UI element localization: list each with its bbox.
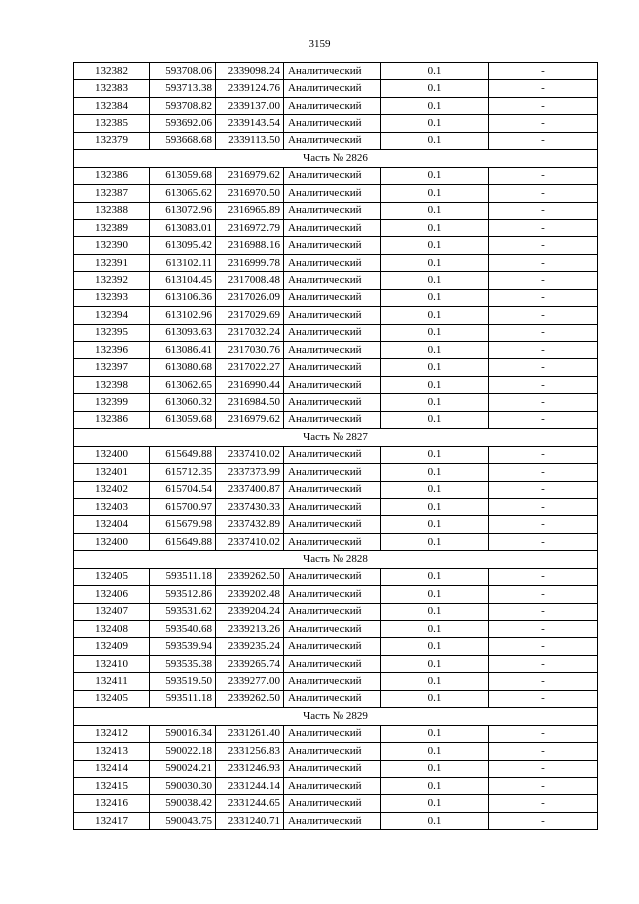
coordinates-table-body bbox=[74, 63, 598, 830]
note-cell: - bbox=[489, 481, 598, 498]
accuracy-cell: 0.1 bbox=[381, 690, 489, 707]
accuracy-cell: 0.1 bbox=[381, 516, 489, 533]
method-cell: Аналитический bbox=[284, 621, 381, 638]
x-coordinate-cell: 593708.06 bbox=[150, 63, 216, 80]
point-id-cell: 132407 bbox=[74, 603, 150, 620]
note-cell: - bbox=[489, 586, 598, 603]
note-cell: - bbox=[489, 516, 598, 533]
note-cell: - bbox=[489, 498, 598, 515]
point-id-cell: 132393 bbox=[74, 289, 150, 306]
note-cell: - bbox=[489, 533, 598, 550]
y-coordinate-cell: 2337410.02 bbox=[216, 446, 284, 463]
table-row bbox=[74, 115, 598, 132]
section-header-row bbox=[74, 551, 598, 568]
y-coordinate-cell: 2337410.02 bbox=[216, 533, 284, 550]
table-row bbox=[74, 254, 598, 271]
y-coordinate-cell: 2316988.16 bbox=[216, 237, 284, 254]
table-row bbox=[74, 568, 598, 585]
note-cell: - bbox=[489, 289, 598, 306]
point-id-cell: 132395 bbox=[74, 324, 150, 341]
method-cell: Аналитический bbox=[284, 202, 381, 219]
y-coordinate-cell: 2337373.99 bbox=[216, 464, 284, 481]
note-cell: - bbox=[489, 638, 598, 655]
y-coordinate-cell: 2316984.50 bbox=[216, 394, 284, 411]
point-id-cell: 132392 bbox=[74, 272, 150, 289]
y-coordinate-cell: 2316972.79 bbox=[216, 219, 284, 236]
note-cell: - bbox=[489, 167, 598, 184]
section-header-row bbox=[74, 150, 598, 167]
x-coordinate-cell: 613093.63 bbox=[150, 324, 216, 341]
accuracy-cell: 0.1 bbox=[381, 115, 489, 132]
y-coordinate-cell: 2317022.27 bbox=[216, 359, 284, 376]
accuracy-cell: 0.1 bbox=[381, 132, 489, 149]
method-cell: Аналитический bbox=[284, 167, 381, 184]
accuracy-cell: 0.1 bbox=[381, 812, 489, 829]
y-coordinate-cell: 2339235.24 bbox=[216, 638, 284, 655]
point-id-cell: 132405 bbox=[74, 690, 150, 707]
y-coordinate-cell: 2337400.87 bbox=[216, 481, 284, 498]
x-coordinate-cell: 613095.42 bbox=[150, 237, 216, 254]
note-cell: - bbox=[489, 655, 598, 672]
x-coordinate-cell: 613083.01 bbox=[150, 219, 216, 236]
method-cell: Аналитический bbox=[284, 289, 381, 306]
table-row bbox=[74, 516, 598, 533]
note-cell: - bbox=[489, 272, 598, 289]
method-cell: Аналитический bbox=[284, 307, 381, 324]
x-coordinate-cell: 615649.88 bbox=[150, 446, 216, 463]
x-coordinate-cell: 593708.82 bbox=[150, 97, 216, 114]
table-row bbox=[74, 725, 598, 742]
x-coordinate-cell: 613086.41 bbox=[150, 342, 216, 359]
point-id-cell: 132391 bbox=[74, 254, 150, 271]
accuracy-cell: 0.1 bbox=[381, 202, 489, 219]
section-title: Часть № 2826 bbox=[74, 150, 598, 167]
x-coordinate-cell: 593535.38 bbox=[150, 655, 216, 672]
method-cell: Аналитический bbox=[284, 394, 381, 411]
accuracy-cell: 0.1 bbox=[381, 342, 489, 359]
x-coordinate-cell: 593713.38 bbox=[150, 80, 216, 97]
y-coordinate-cell: 2316990.44 bbox=[216, 376, 284, 393]
x-coordinate-cell: 613060.32 bbox=[150, 394, 216, 411]
y-coordinate-cell: 2339213.26 bbox=[216, 621, 284, 638]
table-row bbox=[74, 586, 598, 603]
y-coordinate-cell: 2339277.00 bbox=[216, 673, 284, 690]
x-coordinate-cell: 613072.96 bbox=[150, 202, 216, 219]
accuracy-cell: 0.1 bbox=[381, 80, 489, 97]
table-row bbox=[74, 760, 598, 777]
point-id-cell: 132387 bbox=[74, 185, 150, 202]
x-coordinate-cell: 613104.45 bbox=[150, 272, 216, 289]
point-id-cell: 132408 bbox=[74, 621, 150, 638]
point-id-cell: 132406 bbox=[74, 586, 150, 603]
method-cell: Аналитический bbox=[284, 464, 381, 481]
note-cell: - bbox=[489, 359, 598, 376]
y-coordinate-cell: 2316970.50 bbox=[216, 185, 284, 202]
note-cell: - bbox=[489, 115, 598, 132]
note-cell: - bbox=[489, 446, 598, 463]
x-coordinate-cell: 593519.50 bbox=[150, 673, 216, 690]
note-cell: - bbox=[489, 760, 598, 777]
section-title: Часть № 2828 bbox=[74, 551, 598, 568]
x-coordinate-cell: 590030.30 bbox=[150, 777, 216, 794]
table-row bbox=[74, 202, 598, 219]
x-coordinate-cell: 590043.75 bbox=[150, 812, 216, 829]
accuracy-cell: 0.1 bbox=[381, 219, 489, 236]
method-cell: Аналитический bbox=[284, 690, 381, 707]
x-coordinate-cell: 593692.06 bbox=[150, 115, 216, 132]
table-row bbox=[74, 342, 598, 359]
x-coordinate-cell: 613065.62 bbox=[150, 185, 216, 202]
x-coordinate-cell: 613062.65 bbox=[150, 376, 216, 393]
accuracy-cell: 0.1 bbox=[381, 621, 489, 638]
point-id-cell: 132379 bbox=[74, 132, 150, 149]
y-coordinate-cell: 2339124.76 bbox=[216, 80, 284, 97]
y-coordinate-cell: 2331244.65 bbox=[216, 795, 284, 812]
y-coordinate-cell: 2339262.50 bbox=[216, 568, 284, 585]
table-row bbox=[74, 795, 598, 812]
x-coordinate-cell: 593511.18 bbox=[150, 690, 216, 707]
accuracy-cell: 0.1 bbox=[381, 498, 489, 515]
note-cell: - bbox=[489, 307, 598, 324]
method-cell: Аналитический bbox=[284, 777, 381, 794]
x-coordinate-cell: 593511.18 bbox=[150, 568, 216, 585]
table-row bbox=[74, 394, 598, 411]
accuracy-cell: 0.1 bbox=[381, 185, 489, 202]
x-coordinate-cell: 590024.21 bbox=[150, 760, 216, 777]
note-cell: - bbox=[489, 603, 598, 620]
x-coordinate-cell: 615712.35 bbox=[150, 464, 216, 481]
accuracy-cell: 0.1 bbox=[381, 289, 489, 306]
point-id-cell: 132416 bbox=[74, 795, 150, 812]
accuracy-cell: 0.1 bbox=[381, 464, 489, 481]
table-row bbox=[74, 411, 598, 428]
method-cell: Аналитический bbox=[284, 237, 381, 254]
note-cell: - bbox=[489, 568, 598, 585]
point-id-cell: 132388 bbox=[74, 202, 150, 219]
accuracy-cell: 0.1 bbox=[381, 63, 489, 80]
accuracy-cell: 0.1 bbox=[381, 603, 489, 620]
accuracy-cell: 0.1 bbox=[381, 411, 489, 428]
point-id-cell: 132409 bbox=[74, 638, 150, 655]
accuracy-cell: 0.1 bbox=[381, 743, 489, 760]
method-cell: Аналитический bbox=[284, 760, 381, 777]
accuracy-cell: 0.1 bbox=[381, 324, 489, 341]
method-cell: Аналитический bbox=[284, 498, 381, 515]
section-header-row bbox=[74, 708, 598, 725]
method-cell: Аналитический bbox=[284, 342, 381, 359]
method-cell: Аналитический bbox=[284, 812, 381, 829]
x-coordinate-cell: 613059.68 bbox=[150, 167, 216, 184]
point-id-cell: 132389 bbox=[74, 219, 150, 236]
table-row bbox=[74, 481, 598, 498]
y-coordinate-cell: 2339204.24 bbox=[216, 603, 284, 620]
table-row bbox=[74, 80, 598, 97]
method-cell: Аналитический bbox=[284, 63, 381, 80]
note-cell: - bbox=[489, 342, 598, 359]
point-id-cell: 132400 bbox=[74, 533, 150, 550]
method-cell: Аналитический bbox=[284, 725, 381, 742]
table-row bbox=[74, 185, 598, 202]
section-title: Часть № 2829 bbox=[74, 708, 598, 725]
table-row bbox=[74, 690, 598, 707]
x-coordinate-cell: 613059.68 bbox=[150, 411, 216, 428]
x-coordinate-cell: 613106.36 bbox=[150, 289, 216, 306]
method-cell: Аналитический bbox=[284, 655, 381, 672]
table-row bbox=[74, 777, 598, 794]
point-id-cell: 132386 bbox=[74, 167, 150, 184]
method-cell: Аналитический bbox=[284, 185, 381, 202]
accuracy-cell: 0.1 bbox=[381, 359, 489, 376]
note-cell: - bbox=[489, 725, 598, 742]
y-coordinate-cell: 2317030.76 bbox=[216, 342, 284, 359]
x-coordinate-cell: 590016.34 bbox=[150, 725, 216, 742]
point-id-cell: 132397 bbox=[74, 359, 150, 376]
method-cell: Аналитический bbox=[284, 586, 381, 603]
note-cell: - bbox=[489, 394, 598, 411]
note-cell: - bbox=[489, 202, 598, 219]
x-coordinate-cell: 593512.86 bbox=[150, 586, 216, 603]
y-coordinate-cell: 2317032.24 bbox=[216, 324, 284, 341]
method-cell: Аналитический bbox=[284, 376, 381, 393]
x-coordinate-cell: 593531.62 bbox=[150, 603, 216, 620]
point-id-cell: 132405 bbox=[74, 568, 150, 585]
method-cell: Аналитический bbox=[284, 516, 381, 533]
accuracy-cell: 0.1 bbox=[381, 254, 489, 271]
point-id-cell: 132417 bbox=[74, 812, 150, 829]
table-row bbox=[74, 498, 598, 515]
accuracy-cell: 0.1 bbox=[381, 725, 489, 742]
note-cell: - bbox=[489, 376, 598, 393]
table-row bbox=[74, 446, 598, 463]
y-coordinate-cell: 2339137.00 bbox=[216, 97, 284, 114]
method-cell: Аналитический bbox=[284, 638, 381, 655]
x-coordinate-cell: 615700.97 bbox=[150, 498, 216, 515]
x-coordinate-cell: 613080.68 bbox=[150, 359, 216, 376]
section-title: Часть № 2827 bbox=[74, 429, 598, 446]
point-id-cell: 132400 bbox=[74, 446, 150, 463]
table-row bbox=[74, 272, 598, 289]
point-id-cell: 132396 bbox=[74, 342, 150, 359]
accuracy-cell: 0.1 bbox=[381, 237, 489, 254]
point-id-cell: 132413 bbox=[74, 743, 150, 760]
note-cell: - bbox=[489, 743, 598, 760]
x-coordinate-cell: 593668.68 bbox=[150, 132, 216, 149]
accuracy-cell: 0.1 bbox=[381, 777, 489, 794]
table-row bbox=[74, 621, 598, 638]
point-id-cell: 132383 bbox=[74, 80, 150, 97]
accuracy-cell: 0.1 bbox=[381, 307, 489, 324]
y-coordinate-cell: 2339202.48 bbox=[216, 586, 284, 603]
method-cell: Аналитический bbox=[284, 115, 381, 132]
y-coordinate-cell: 2317026.09 bbox=[216, 289, 284, 306]
note-cell: - bbox=[489, 185, 598, 202]
table-row bbox=[74, 743, 598, 760]
method-cell: Аналитический bbox=[284, 673, 381, 690]
method-cell: Аналитический bbox=[284, 324, 381, 341]
method-cell: Аналитический bbox=[284, 219, 381, 236]
table-row bbox=[74, 655, 598, 672]
y-coordinate-cell: 2337430.33 bbox=[216, 498, 284, 515]
table-row bbox=[74, 63, 598, 80]
accuracy-cell: 0.1 bbox=[381, 272, 489, 289]
table-row bbox=[74, 324, 598, 341]
y-coordinate-cell: 2331240.71 bbox=[216, 812, 284, 829]
y-coordinate-cell: 2339262.50 bbox=[216, 690, 284, 707]
accuracy-cell: 0.1 bbox=[381, 760, 489, 777]
note-cell: - bbox=[489, 411, 598, 428]
y-coordinate-cell: 2331244.14 bbox=[216, 777, 284, 794]
note-cell: - bbox=[489, 812, 598, 829]
point-id-cell: 132398 bbox=[74, 376, 150, 393]
accuracy-cell: 0.1 bbox=[381, 167, 489, 184]
table-row bbox=[74, 132, 598, 149]
accuracy-cell: 0.1 bbox=[381, 638, 489, 655]
y-coordinate-cell: 2339113.50 bbox=[216, 132, 284, 149]
method-cell: Аналитический bbox=[284, 568, 381, 585]
y-coordinate-cell: 2316979.62 bbox=[216, 167, 284, 184]
table-row bbox=[74, 638, 598, 655]
y-coordinate-cell: 2316999.78 bbox=[216, 254, 284, 271]
method-cell: Аналитический bbox=[284, 603, 381, 620]
table-row bbox=[74, 603, 598, 620]
table-row bbox=[74, 673, 598, 690]
method-cell: Аналитический bbox=[284, 359, 381, 376]
note-cell: - bbox=[489, 324, 598, 341]
note-cell: - bbox=[489, 237, 598, 254]
x-coordinate-cell: 613102.96 bbox=[150, 307, 216, 324]
note-cell: - bbox=[489, 795, 598, 812]
y-coordinate-cell: 2337432.89 bbox=[216, 516, 284, 533]
x-coordinate-cell: 593539.94 bbox=[150, 638, 216, 655]
table-row bbox=[74, 376, 598, 393]
coordinates-table bbox=[73, 62, 598, 830]
note-cell: - bbox=[489, 63, 598, 80]
x-coordinate-cell: 590038.42 bbox=[150, 795, 216, 812]
table-row bbox=[74, 533, 598, 550]
y-coordinate-cell: 2339265.74 bbox=[216, 655, 284, 672]
point-id-cell: 132402 bbox=[74, 481, 150, 498]
point-id-cell: 132403 bbox=[74, 498, 150, 515]
point-id-cell: 132401 bbox=[74, 464, 150, 481]
x-coordinate-cell: 593540.68 bbox=[150, 621, 216, 638]
method-cell: Аналитический bbox=[284, 446, 381, 463]
y-coordinate-cell: 2316979.62 bbox=[216, 411, 284, 428]
point-id-cell: 132410 bbox=[74, 655, 150, 672]
note-cell: - bbox=[489, 132, 598, 149]
table-row bbox=[74, 167, 598, 184]
note-cell: - bbox=[489, 777, 598, 794]
y-coordinate-cell: 2316965.89 bbox=[216, 202, 284, 219]
page-number: 3159 bbox=[308, 38, 331, 50]
note-cell: - bbox=[489, 254, 598, 271]
table-row bbox=[74, 97, 598, 114]
method-cell: Аналитический bbox=[284, 795, 381, 812]
point-id-cell: 132394 bbox=[74, 307, 150, 324]
method-cell: Аналитический bbox=[284, 132, 381, 149]
y-coordinate-cell: 2339143.54 bbox=[216, 115, 284, 132]
method-cell: Аналитический bbox=[284, 533, 381, 550]
method-cell: Аналитический bbox=[284, 743, 381, 760]
point-id-cell: 132404 bbox=[74, 516, 150, 533]
y-coordinate-cell: 2331261.40 bbox=[216, 725, 284, 742]
method-cell: Аналитический bbox=[284, 481, 381, 498]
note-cell: - bbox=[489, 673, 598, 690]
point-id-cell: 132382 bbox=[74, 63, 150, 80]
x-coordinate-cell: 615679.98 bbox=[150, 516, 216, 533]
table-row bbox=[74, 812, 598, 829]
accuracy-cell: 0.1 bbox=[381, 673, 489, 690]
point-id-cell: 132399 bbox=[74, 394, 150, 411]
y-coordinate-cell: 2331256.83 bbox=[216, 743, 284, 760]
table-row bbox=[74, 307, 598, 324]
note-cell: - bbox=[489, 219, 598, 236]
note-cell: - bbox=[489, 690, 598, 707]
point-id-cell: 132412 bbox=[74, 725, 150, 742]
method-cell: Аналитический bbox=[284, 411, 381, 428]
accuracy-cell: 0.1 bbox=[381, 481, 489, 498]
point-id-cell: 132411 bbox=[74, 673, 150, 690]
method-cell: Аналитический bbox=[284, 97, 381, 114]
point-id-cell: 132390 bbox=[74, 237, 150, 254]
table-row bbox=[74, 237, 598, 254]
accuracy-cell: 0.1 bbox=[381, 97, 489, 114]
y-coordinate-cell: 2317029.69 bbox=[216, 307, 284, 324]
point-id-cell: 132385 bbox=[74, 115, 150, 132]
accuracy-cell: 0.1 bbox=[381, 795, 489, 812]
x-coordinate-cell: 615704.54 bbox=[150, 481, 216, 498]
accuracy-cell: 0.1 bbox=[381, 376, 489, 393]
accuracy-cell: 0.1 bbox=[381, 586, 489, 603]
table-row bbox=[74, 359, 598, 376]
accuracy-cell: 0.1 bbox=[381, 394, 489, 411]
point-id-cell: 132386 bbox=[74, 411, 150, 428]
note-cell: - bbox=[489, 621, 598, 638]
x-coordinate-cell: 613102.11 bbox=[150, 254, 216, 271]
method-cell: Аналитический bbox=[284, 80, 381, 97]
table-row bbox=[74, 219, 598, 236]
method-cell: Аналитический bbox=[284, 254, 381, 271]
point-id-cell: 132414 bbox=[74, 760, 150, 777]
table-row bbox=[74, 289, 598, 306]
note-cell: - bbox=[489, 464, 598, 481]
method-cell: Аналитический bbox=[284, 272, 381, 289]
accuracy-cell: 0.1 bbox=[381, 446, 489, 463]
point-id-cell: 132384 bbox=[74, 97, 150, 114]
accuracy-cell: 0.1 bbox=[381, 655, 489, 672]
accuracy-cell: 0.1 bbox=[381, 568, 489, 585]
section-header-row bbox=[74, 429, 598, 446]
x-coordinate-cell: 615649.88 bbox=[150, 533, 216, 550]
note-cell: - bbox=[489, 80, 598, 97]
y-coordinate-cell: 2339098.24 bbox=[216, 63, 284, 80]
accuracy-cell: 0.1 bbox=[381, 533, 489, 550]
y-coordinate-cell: 2317008.48 bbox=[216, 272, 284, 289]
note-cell: - bbox=[489, 97, 598, 114]
table-row bbox=[74, 464, 598, 481]
point-id-cell: 132415 bbox=[74, 777, 150, 794]
y-coordinate-cell: 2331246.93 bbox=[216, 760, 284, 777]
x-coordinate-cell: 590022.18 bbox=[150, 743, 216, 760]
